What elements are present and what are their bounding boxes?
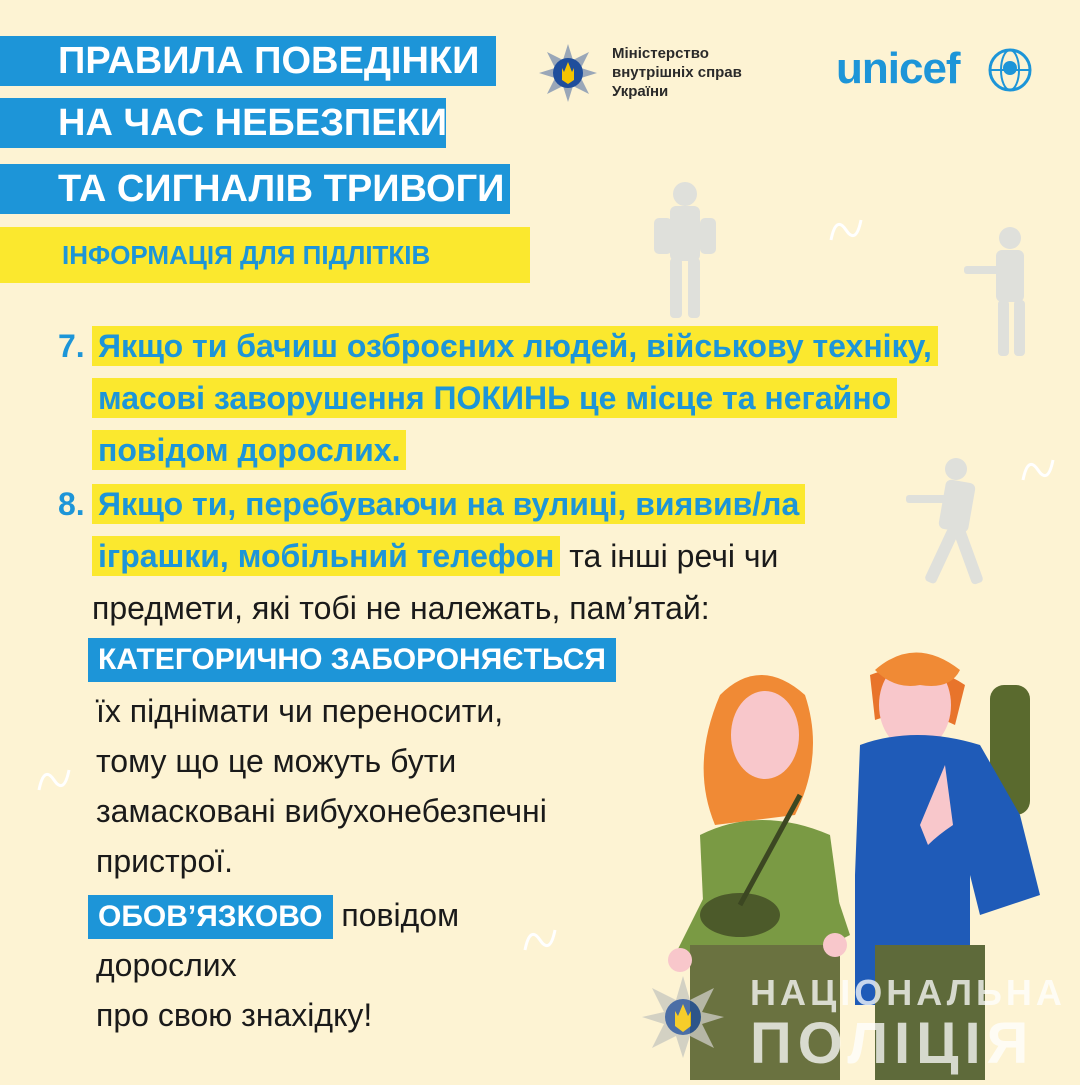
notice-line-1 <box>88 890 459 940</box>
notice-inline-text: повідом <box>332 897 460 933</box>
prohibited-badge <box>88 638 616 682</box>
doodle-icon <box>34 760 74 805</box>
rule-number: 7. <box>58 328 85 364</box>
ministry-name-line: Міністерство <box>612 45 709 62</box>
subtitle-bar: ІНФОРМАЦІЯ ДЛЯ ПІДЛІТКІВ <box>0 227 530 283</box>
ministry-name-line: внутрішніх справ <box>612 64 742 81</box>
warning-line: пристрої. <box>96 843 234 879</box>
warning-line: їх піднімати чи переносити, <box>96 693 504 729</box>
ministry-name-line: України <box>612 83 669 100</box>
ministry-emblem-icon <box>537 42 599 104</box>
notice-line: про свою знахідку! <box>96 997 373 1033</box>
warning-line: тому що це можуть бути <box>96 743 457 779</box>
rule-highlighted-text: Якщо ти, перебуваючи на вулиці, виявив/ла іграшки, мобільний телефон <box>92 484 805 576</box>
police-wordmark-top: НАЦІОНАЛЬНА <box>750 972 1066 1013</box>
mandatory-badge-label: ОБОВ’ЯЗКОВО <box>88 895 333 939</box>
title-line-2: НА ЧАС НЕБЕЗПЕКИ <box>0 98 446 148</box>
title-line-3: ТА СИГНАЛІВ ТРИВОГИ <box>0 164 510 214</box>
notice-line: дорослих <box>96 947 237 983</box>
police-emblem-icon <box>638 972 728 1067</box>
rule-plain-text: та інші речі чи предмети, які тобі не належать, пам’ятай: <box>92 538 779 626</box>
unicef-logo-text: unicef <box>836 44 960 93</box>
soldier-silhouette-icon <box>640 178 730 333</box>
soldier-silhouette-icon <box>900 455 1010 600</box>
soldier-silhouette-icon <box>960 222 1050 367</box>
notice-text <box>96 940 372 1040</box>
police-wordmark-bottom: ПОЛІЦІЯ <box>750 1011 1035 1076</box>
doodle-icon <box>826 210 866 255</box>
prohibited-badge-label: КАТЕГОРИЧНО ЗАБОРОНЯЄТЬСЯ <box>88 638 616 682</box>
rule-number: 8. <box>58 486 85 522</box>
ministry-name <box>612 44 742 101</box>
unicef-globe-icon <box>986 46 1034 99</box>
doodle-icon <box>520 920 560 965</box>
rule-highlighted-text: Якщо ти бачиш озброєних людей, військову техніку, масові заворушення ПОКИНЬ це місце та негайно повідом дорослих. <box>92 326 938 470</box>
warning-line: замасковані вибухонебезпечні <box>96 793 547 829</box>
warning-text <box>96 686 547 886</box>
title-line-1: ПРАВИЛА ПОВЕДІНКИ <box>0 36 496 86</box>
doodle-icon <box>1018 450 1058 495</box>
